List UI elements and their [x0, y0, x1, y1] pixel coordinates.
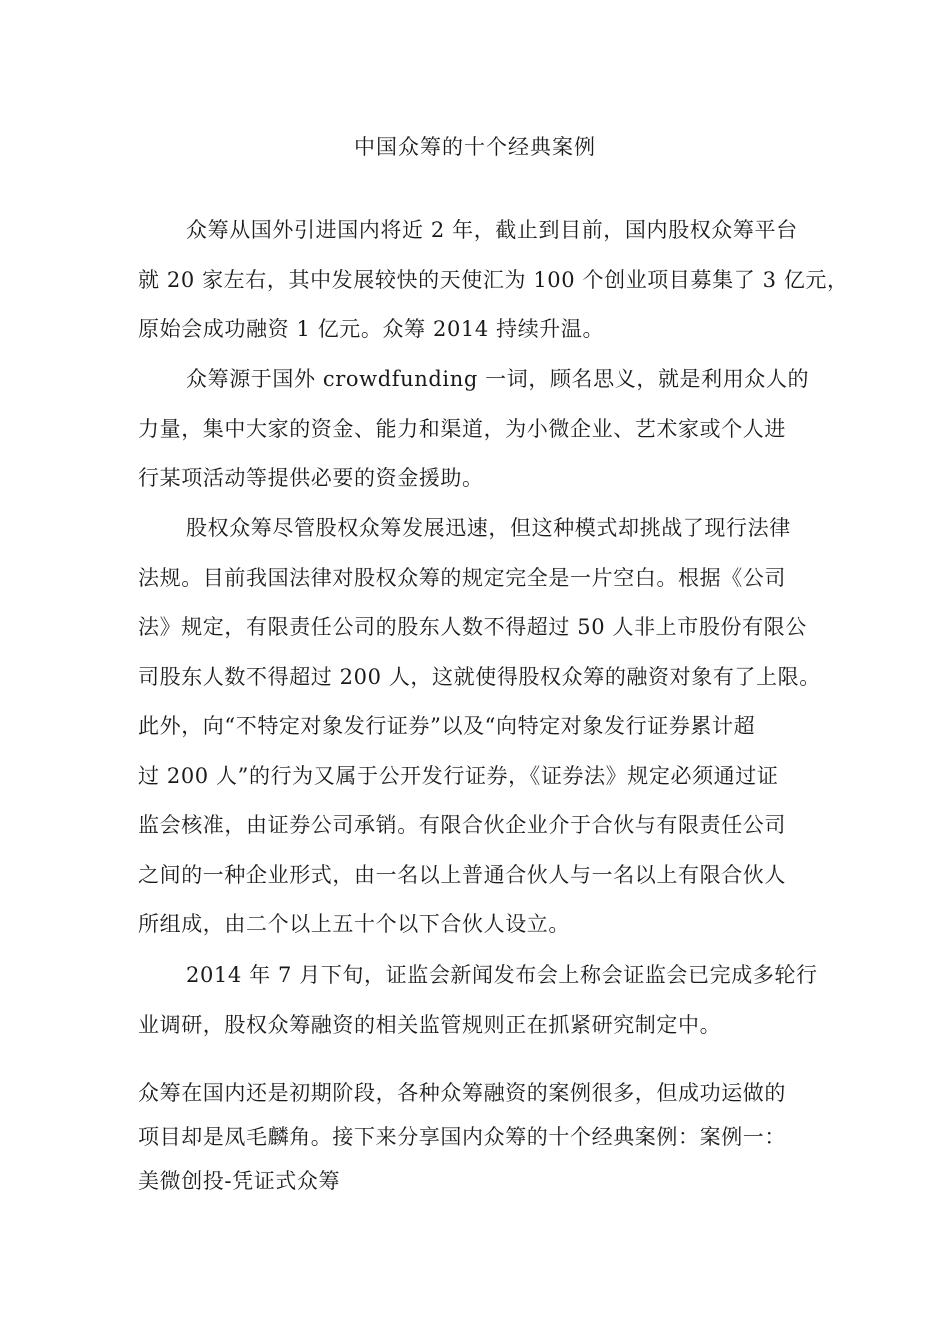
- paragraph-1: [138, 206, 849, 355]
- paragraph-line: 过 200 人”的行为又属于公开发行证券，《证券法》规定必须通过证: [138, 763, 779, 788]
- paragraph-3: [138, 504, 838, 950]
- paragraph-line: 法》规定，有限责任公司的股东人数不得超过 50 人非上市股份有限公: [138, 615, 807, 639]
- paragraph-line: 业调研，股权众筹融资的相关监管规则正在抓紧研究制定中。: [138, 1012, 722, 1037]
- paragraph-5: [138, 1071, 838, 1203]
- paragraph-line: 力量，集中大家的资金、能力和渠道，为小微企业、艺术家或个人进: [138, 416, 786, 441]
- paragraph-line: 股权众筹尽管股权众筹发展迅速，但这种模式却挑战了现行法律: [186, 516, 791, 540]
- paragraph-line: 美微创投-凭证式众筹: [138, 1169, 341, 1193]
- paragraph-line: 就 20 家左右，其中发展较快的天使汇为 100 个创业项目募集了 3 亿元，: [138, 267, 849, 292]
- paragraph-line: 原始会成功融资 1 亿元。众筹 2014 持续升温。: [138, 317, 605, 341]
- paragraph-line: 众筹从国外引进国内将近 2 年，截止到目前，国内股权众筹平台: [186, 218, 798, 242]
- paragraph-line: 所组成，由二个以上五十个以下合伙人设立。: [138, 912, 570, 936]
- paragraph-line: 众筹在国内还是初期阶段，各种众筹融资的案例很多，但成功运做的: [138, 1081, 786, 1105]
- paragraph-line: 项目却是凤毛麟角。接下来分享国内众筹的十个经典案例：案例一：: [138, 1125, 786, 1149]
- document-title: 中国众筹的十个经典案例: [354, 135, 596, 159]
- paragraph-line: 司股东人数不得超过 200 人，这就使得股权众筹的融资对象有了上限。: [138, 664, 821, 689]
- paragraph-line: 此外，向“不特定对象发行证券”以及“向特定对象发行证券累计超: [138, 714, 756, 738]
- paragraph-2: [138, 355, 838, 504]
- paragraph-line: 法规。目前我国法律对股权众筹的规定完全是一片空白。根据《公司: [138, 565, 786, 590]
- paragraph-line: 众筹源于国外 crowdfunding 一词，顾名思义，就是利用众人的: [186, 367, 810, 391]
- paragraph-line: 2014 年 7 月下旬，证监会新闻发布会上称会证监会已完成多轮行: [186, 963, 818, 987]
- paragraph-line: 行某项活动等提供必要的资金援助。: [138, 466, 484, 490]
- paragraph-4: [138, 951, 838, 1050]
- paragraph-line: 之间的一种企业形式，由一名以上普通合伙人与一名以上有限合伙人: [138, 862, 786, 887]
- paragraph-line: 监会核准，由证券公司承销。有限合伙企业介于合伙与有限责任公司: [138, 813, 786, 837]
